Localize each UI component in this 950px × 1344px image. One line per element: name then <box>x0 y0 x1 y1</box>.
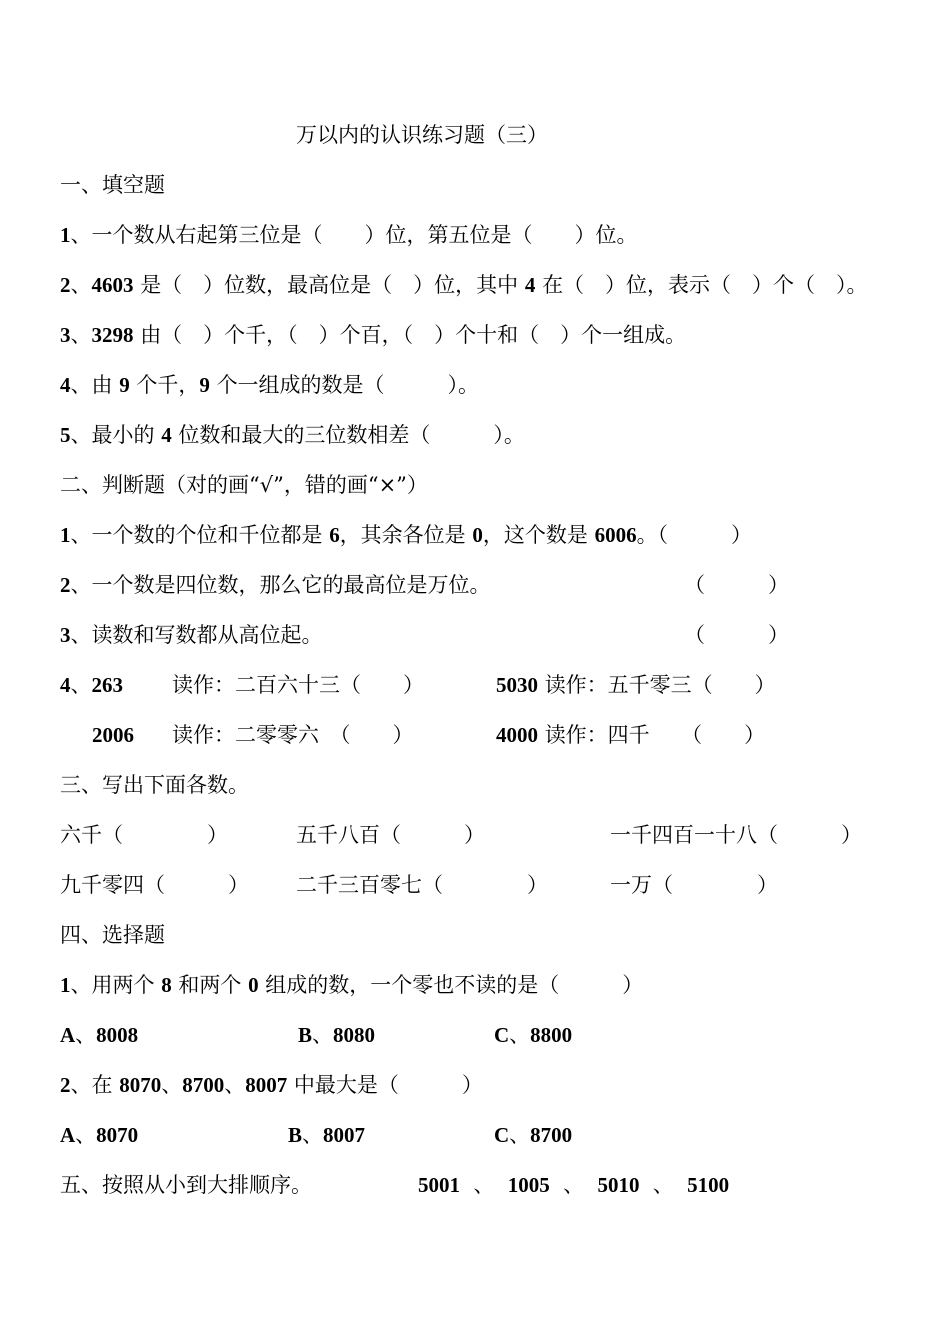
option-value: 8070 <box>96 1123 139 1147</box>
s4-question-2 <box>60 1072 483 1098</box>
separator: 、 <box>473 1173 495 1197</box>
question-text: 在（ ）位，表示（ ）个（ ）。 <box>542 273 868 297</box>
number-value: 8700 <box>182 1073 225 1097</box>
s1-question-1 <box>60 222 638 248</box>
question-text: 读作：五千零三（ ） <box>544 673 776 697</box>
s1-question-5 <box>60 422 525 448</box>
number-value: 1005 <box>507 1173 550 1197</box>
question-number: 1 <box>60 223 71 247</box>
number-value: 2006 <box>92 723 134 747</box>
number-value: 8007 <box>245 1073 288 1097</box>
question-number: 4 <box>60 373 71 397</box>
s3-item: 五千八百（ ） <box>296 823 485 847</box>
number-value: 5010 <box>597 1173 640 1197</box>
s4-q2-option-a: A、8070 <box>60 1123 139 1147</box>
number-value: 0 <box>248 973 259 997</box>
s2-q3-answer-paren: （ ） <box>684 623 789 647</box>
option-letter: A <box>60 1123 76 1147</box>
option-letter: C <box>494 1023 510 1047</box>
number-value: 4 <box>524 273 536 297</box>
question-number: 2 <box>60 273 71 297</box>
option-letter: B <box>288 1123 303 1147</box>
question-number: 3 <box>60 623 71 647</box>
question-text: 、在 <box>70 1073 113 1097</box>
number-value: 6 <box>329 523 340 547</box>
number-value: 0 <box>472 523 483 547</box>
s1-question-4 <box>60 372 479 398</box>
number-value: 4603 <box>91 273 134 297</box>
question-text: 、由 <box>70 373 113 397</box>
option-value: 8007 <box>323 1123 366 1147</box>
number-value: 3298 <box>91 323 134 347</box>
section-1-heading: 一、填空题 <box>60 173 165 197</box>
question-number: 4 <box>60 673 71 697</box>
question-text: 、最小的 <box>70 423 155 447</box>
question-text: ，其余各位是 <box>339 523 466 547</box>
s2-q4b-number <box>92 722 134 748</box>
s4-question-1 <box>60 972 643 998</box>
option-value: 8008 <box>96 1023 139 1047</box>
number-value: 5001 <box>418 1173 460 1197</box>
number-value: 5030 <box>496 673 538 697</box>
question-text: 位数和最大的三位数相差（ ）。 <box>178 423 525 447</box>
number-value: 263 <box>91 673 123 697</box>
question-text: 中最大是（ ） <box>293 1073 483 1097</box>
separator: 、 <box>224 1073 246 1097</box>
s2-q4b-reading: 读作：二零零六 （ ） <box>172 723 414 747</box>
question-number: 5 <box>60 423 71 447</box>
number-value: 4 <box>161 423 172 447</box>
question-text: ，这个数是 <box>482 523 588 547</box>
option-letter: C <box>494 1123 510 1147</box>
s2-q4b-right <box>496 722 765 748</box>
question-text: 个千， <box>136 373 200 397</box>
number-value: 5100 <box>687 1173 730 1197</box>
option-value: 8080 <box>333 1023 376 1047</box>
separator: 、 <box>161 1073 183 1097</box>
separator: 、 <box>652 1173 674 1197</box>
question-text: 、用两个 <box>70 973 155 997</box>
s3-item: 九千零四（ ） <box>60 873 249 897</box>
s3-item: 一千四百一十八（ ） <box>610 823 862 847</box>
s3-item: 六千（ ） <box>60 823 228 847</box>
number-value: 8 <box>161 973 172 997</box>
option-letter: B <box>298 1023 313 1047</box>
s4-q2-option-b: B、8007 <box>288 1123 366 1147</box>
question-number: 1 <box>60 523 71 547</box>
option-value: 8800 <box>530 1023 573 1047</box>
option-value: 8700 <box>530 1123 573 1147</box>
answer-paren: 。（ ） <box>636 523 753 547</box>
question-text: 组成的数，一个零也不读的是（ ） <box>265 973 644 997</box>
number-value: 4000 <box>496 723 538 747</box>
number-value: 8070 <box>119 1073 162 1097</box>
s4-q1-option-c: C、8800 <box>494 1023 573 1047</box>
option-letter: A <box>60 1023 76 1047</box>
s2-question-3 <box>60 622 323 648</box>
s3-item: 二千三百零七（ ） <box>296 873 548 897</box>
question-text: 是（ ）位数，最高位是（ ）位，其中 <box>140 273 519 297</box>
number-value: 9 <box>199 373 210 397</box>
s3-item: 一万（ ） <box>610 873 778 897</box>
question-number: 1 <box>60 973 71 997</box>
question-number: 2 <box>60 573 71 597</box>
s2-q4a-right <box>496 672 776 698</box>
question-text: 由（ ）个千，（ ）个百，（ ）个十和（ ）个一组成。 <box>140 323 687 347</box>
number-value: 9 <box>119 373 130 397</box>
s2-question-2 <box>60 572 491 598</box>
section-5-heading: 五、按照从小到大排顺序。 <box>60 1173 312 1197</box>
number-value: 6006 <box>594 523 637 547</box>
question-text: 个一组成的数是（ ）。 <box>216 373 480 397</box>
separator: 、 <box>563 1173 585 1197</box>
s2-q2-answer-paren: （ ） <box>684 573 789 597</box>
s4-q1-option-a: A、8008 <box>60 1023 139 1047</box>
question-text: 、一个数的个位和千位都是 <box>70 523 323 547</box>
section-3-heading: 三、写出下面各数。 <box>60 773 249 797</box>
question-number: 2 <box>60 1073 71 1097</box>
question-text: 读作：四千 （ ） <box>544 723 766 747</box>
s4-q1-option-b: B、8080 <box>298 1023 376 1047</box>
section-4-heading: 四、选择题 <box>60 923 165 947</box>
s2-question-1 <box>60 522 752 548</box>
section-2-heading: 二、判断题（对的画“√”，错的画“×”） <box>60 473 428 497</box>
s1-question-2: 2、4603 是（ ）位数，最高位是（ ）位，其中 4 在（ ）位，表示（ ）个（ ）。 <box>60 273 868 297</box>
page-title: 万以内的认识练习题（三） <box>296 123 548 147</box>
question-number: 3 <box>60 323 71 347</box>
question-text: 和两个 <box>178 973 242 997</box>
question-text: 、一个数从右起第三位是（ ）位，第五位是（ ）位。 <box>70 223 638 247</box>
s1-question-3: 3、3298 由（ ）个千，（ ）个百，（ ）个十和（ ）个一组成。 <box>60 323 687 347</box>
s2-q4a-reading: 读作：二百六十三（ ） <box>172 673 424 697</box>
question-text: 、一个数是四位数，那么它的最高位是万位。 <box>70 573 491 597</box>
s5-number-list <box>418 1172 729 1198</box>
s2-question-4a-left: 4、263 <box>60 673 123 697</box>
question-text: 、读数和写数都从高位起。 <box>70 623 323 647</box>
s4-q2-option-c: C、8700 <box>494 1123 573 1147</box>
